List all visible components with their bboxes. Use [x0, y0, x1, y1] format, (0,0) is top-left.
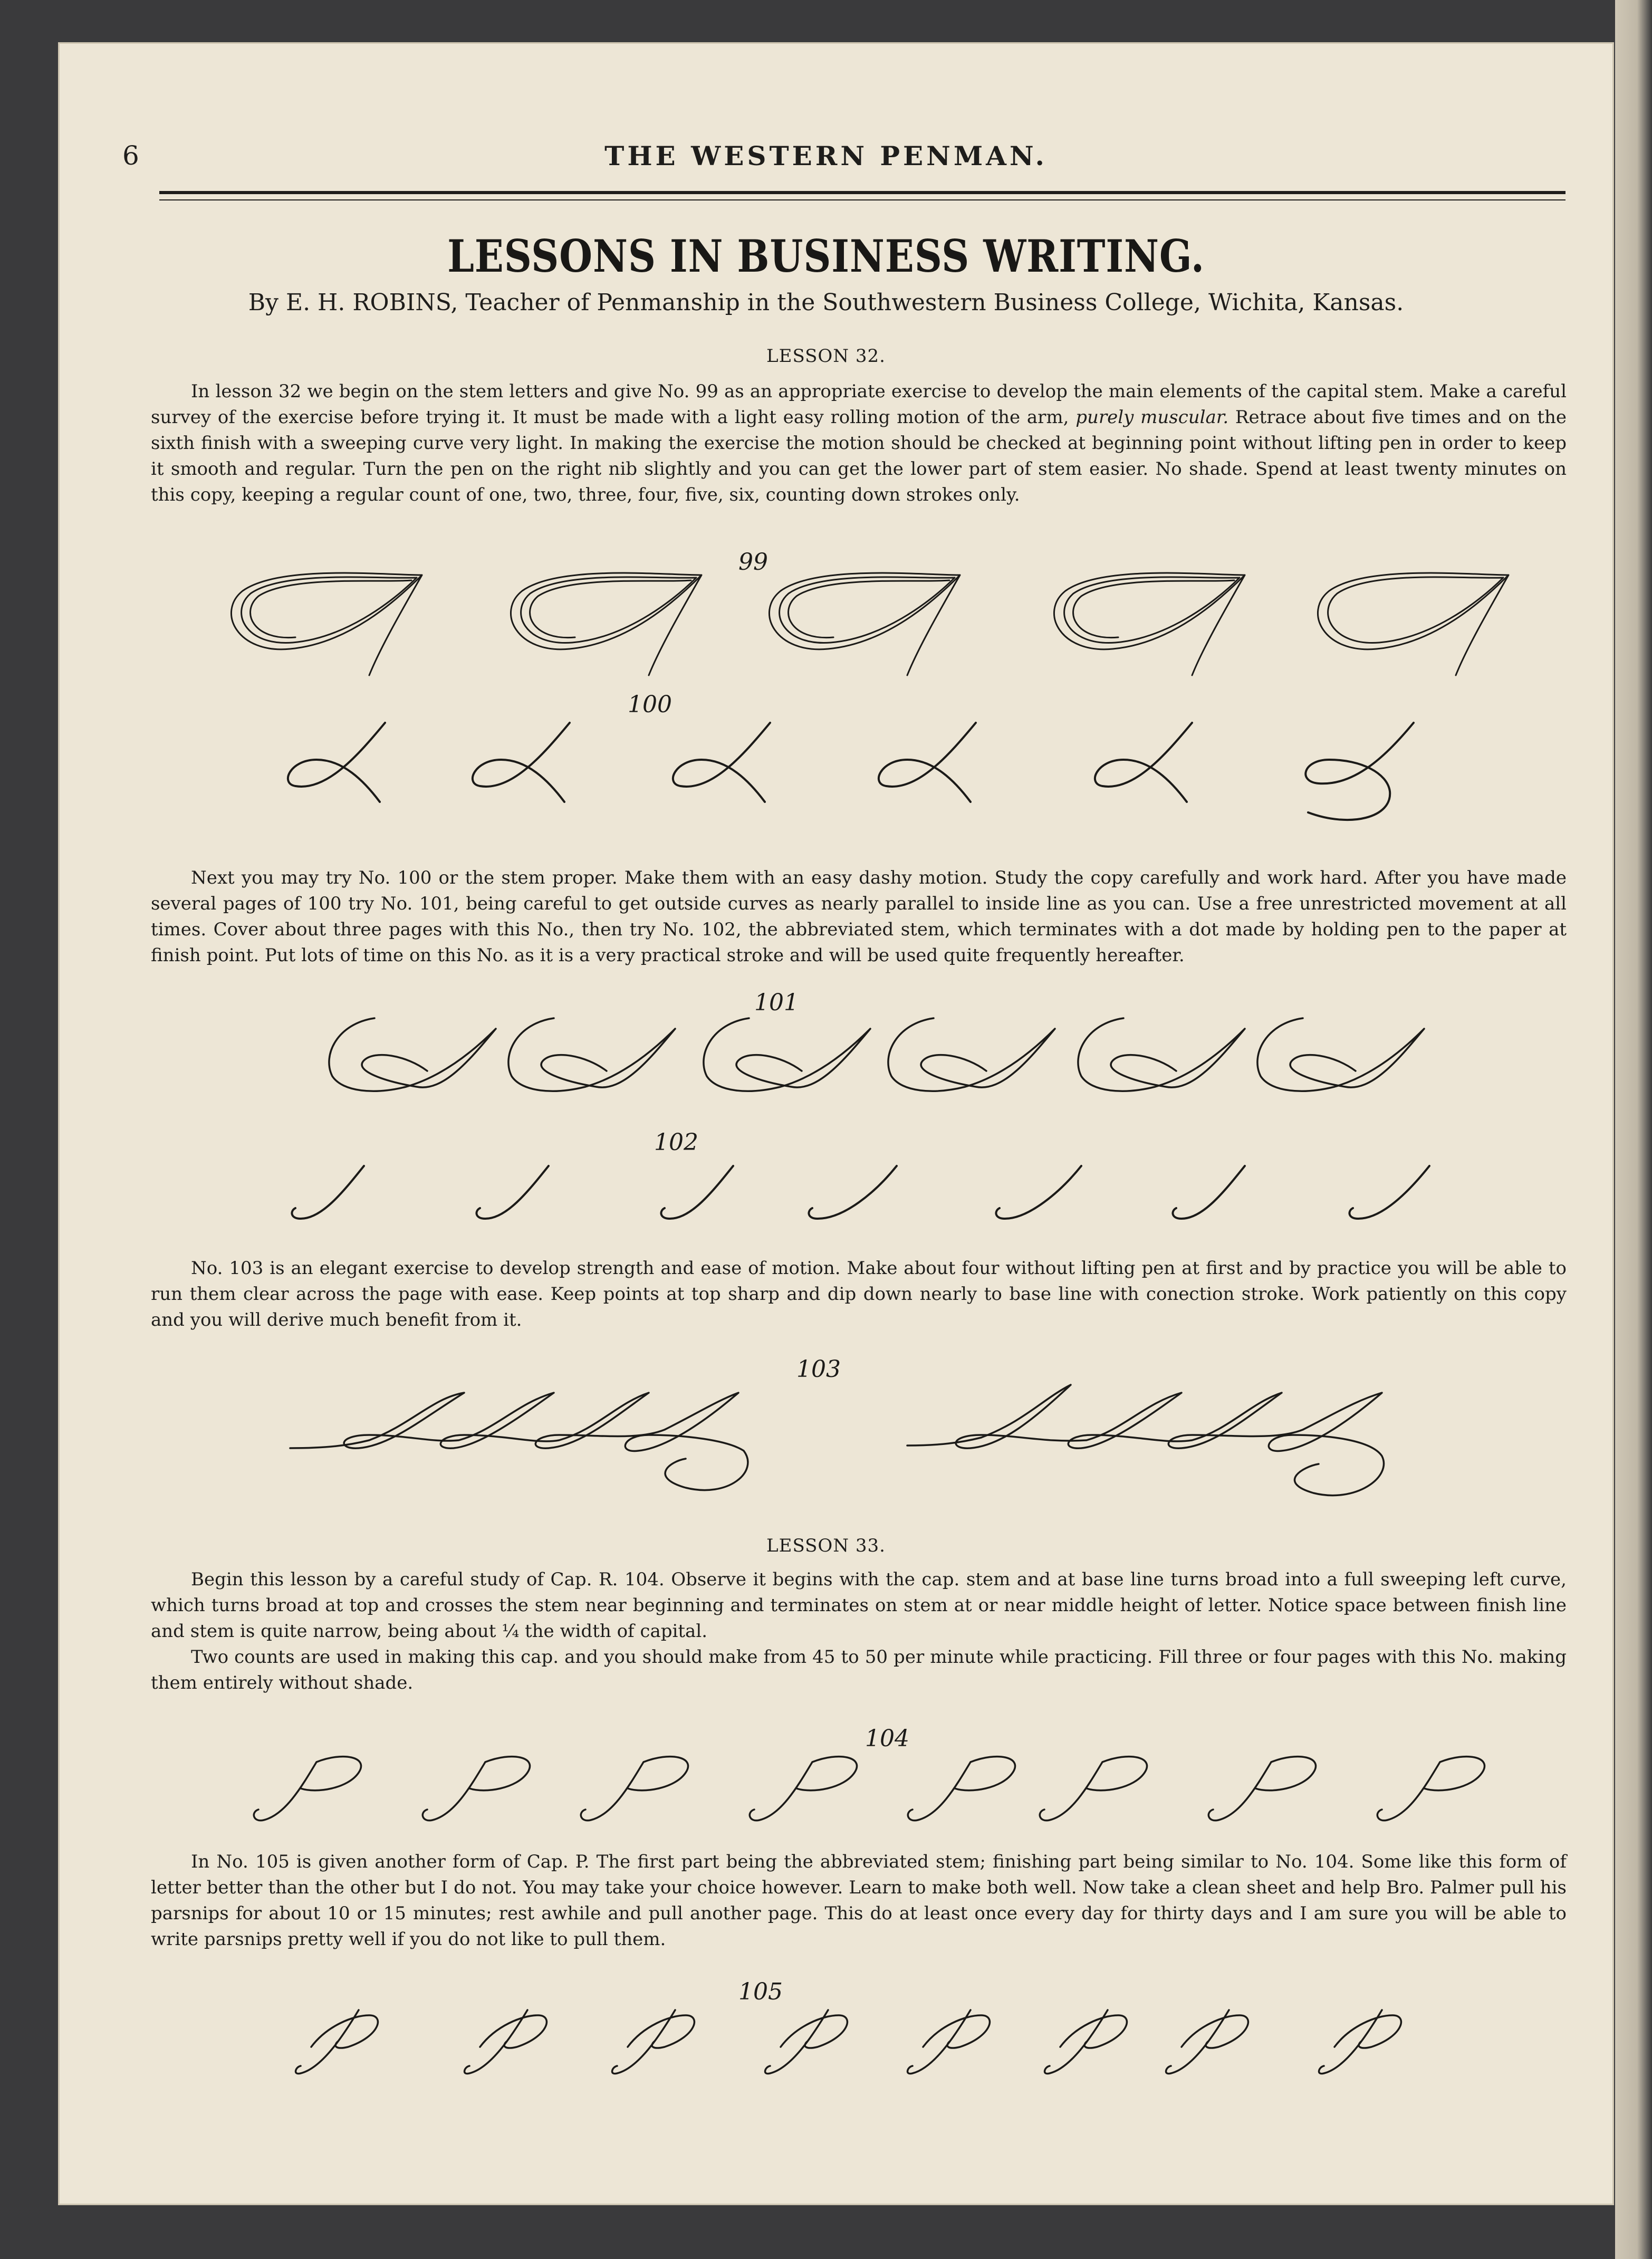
para-text: Begin this lesson by a careful study of Cap. R. 104. Observe it begins with the cap. stem and at base line turns broad into a full sweeping left curve, which turns broad at top and crosses the stem near beginning and terminates on stem at or near middle height of letter. Notice space between finish line and stem is quite narrow, being about ¼ the width of capital.: [151, 1569, 1567, 1642]
stem-101-1: [329, 1018, 496, 1091]
article-title: LESSONS IN BUSINESS WRITING.: [447, 230, 1205, 282]
page-number: 6: [122, 140, 139, 171]
copy-100-exercise: [0, 691, 1652, 849]
copy-102-exercise: [0, 1124, 1652, 1229]
stem-101-6: [1257, 1018, 1424, 1091]
cap-p-104-4: [750, 1757, 857, 1821]
para-text-end: Retrace about five times and on the sixth finish with a sweeping curve very light. In making the exercise the motion should be checked at beginning point without lifting pen in order to keep it smooth and regular. Turn the pen on the right nib slightly and you can get the lower part of stem easier. No shade. Spend at least twenty minutes on this copy, keeping a regular count of one, two, three, four, five, six, counting down strokes only.: [151, 407, 1567, 505]
copy-99-drawing: [0, 538, 1652, 696]
stem-102-6: [1173, 1166, 1245, 1219]
exercise-103-row-left: [290, 1393, 748, 1490]
lesson-32-heading: LESSON 32.: [766, 346, 886, 367]
cap-p-105-7: [1166, 2010, 1248, 2074]
drop-loop-4: [1054, 573, 1245, 675]
copy-102-drawing: [0, 1124, 1652, 1229]
cap-p-105-4: [765, 2010, 848, 2074]
cap-p-104-1: [254, 1757, 361, 1821]
cap-p-105-2: [465, 2010, 547, 2074]
stem-102-2: [476, 1166, 549, 1219]
lesson-33-paragraph-3: [151, 1849, 1567, 1952]
cap-p-104-2: [422, 1757, 530, 1821]
stem-101-5: [1078, 1018, 1245, 1091]
lesson-32-paragraph-2: [151, 865, 1567, 969]
copy-number-104: 104: [865, 1725, 909, 1752]
cap-p-105-6: [1045, 2010, 1127, 2074]
stem-102-7: [1349, 1166, 1429, 1219]
copy-104-exercise: [0, 1715, 1652, 1831]
lesson-33-heading: LESSON 33.: [766, 1535, 886, 1556]
lesson-33-paragraph-1: [151, 1567, 1567, 1696]
copy-103-drawing: [0, 1356, 1652, 1514]
stem-100-6: [1305, 723, 1414, 820]
drop-loop-3: [769, 573, 960, 675]
stem-102-4: [809, 1166, 897, 1219]
para-text: In lesson 32 we begin on the stem letters and give No. 99 as an appropriate exercise to develop the main elements of the capital stem. Make a careful survey of the exercise before trying it. It must be made with a light easy rolling motion of the arm,: [151, 381, 1567, 428]
exercise-103-row-right: [907, 1385, 1384, 1496]
para-text: Next you may try No. 100 or the stem proper. Make them with an easy dashy motion. Study the copy carefully and work hard. After you have made several pages of 100 try No. 101, being careful to get outside curves as nearly parallel to inside line as you can. Use a free unrestricted movement at all times. Cover about three pages with this No., then try No. 102, the abbreviated stem, which terminates with a dot made by holding pen to the paper at finish point. Put lots of time on this No. as it is a very practical stroke and will be used quite frequently hereafter.: [151, 867, 1567, 966]
para-text: No. 103 is an elegant exercise to develop strength and ease of motion. Make about four without lifting pen at first and by practice you will be able to run them clear across the page with ease. Keep points at top sharp and dip down nearly to base line with conection stroke. Work patiently on this copy and you will derive much benefit from it.: [151, 1258, 1567, 1330]
copy-number-101: 101: [754, 989, 799, 1016]
header-rule-thick: [159, 191, 1565, 194]
stem-102-1: [292, 1166, 364, 1219]
cap-p-105-1: [296, 2010, 378, 2074]
copy-99-exercise: [0, 538, 1652, 696]
copy-number-99: 99: [738, 549, 768, 576]
stem-100-4: [879, 723, 976, 802]
magazine-title: THE WESTERN PENMAN.: [604, 140, 1048, 171]
article-byline: By E. H. ROBINS, Teacher of Penmanship in the Southwestern Business College, Wichita, Kansas.: [248, 289, 1404, 316]
drop-loop-2: [511, 573, 702, 675]
drop-loop-1: [231, 573, 422, 675]
copy-number-100: 100: [628, 691, 672, 718]
stem-100-2: [473, 723, 570, 802]
para-text-2: Two counts are used in making this cap. and you should make from 45 to 50 per minute while practicing. Fill three or four pages with this No. making them entirely without shade.: [151, 1647, 1567, 1693]
cap-p-104-6: [1040, 1757, 1147, 1821]
cap-p-105-8: [1319, 2010, 1401, 2074]
cap-p-104-7: [1208, 1757, 1315, 1821]
copy-100-drawing: [0, 691, 1652, 849]
copy-104-drawing: [0, 1715, 1652, 1831]
stem-101-3: [704, 1018, 870, 1091]
copy-105-drawing: [0, 1973, 1652, 2094]
stem-102-5: [996, 1166, 1081, 1219]
copy-number-102: 102: [654, 1129, 698, 1156]
cap-p-105-5: [908, 2010, 990, 2074]
copy-105-exercise: [0, 1973, 1652, 2094]
para-italic: purely muscular.: [1075, 407, 1229, 428]
stem-100-1: [288, 723, 385, 802]
cap-p-104-5: [908, 1757, 1015, 1821]
stem-101-4: [888, 1018, 1055, 1091]
para-text: In No. 105 is given another form of Cap. P. The first part being the abbreviated stem; finishing part being similar to No. 104. Some like this form of letter better than the other but I do not. You may take your choice however. Learn to make both well. Now take a clean sheet and help Bro. Palmer pull his parsnips for about 10 or 15 minutes; rest awhile and pull another page. This do at least once every day for thirty days and I am sure you will be able to write parsnips pretty well if you do not like to pull them.: [151, 1851, 1567, 1950]
cap-p-105-3: [612, 2010, 695, 2074]
drop-loop-5: [1318, 573, 1509, 675]
stem-102-3: [661, 1166, 733, 1219]
copy-101-exercise: [0, 987, 1652, 1103]
copy-103-exercise: [0, 1356, 1652, 1514]
stem-101-2: [508, 1018, 675, 1091]
lesson-32-paragraph-1: [151, 379, 1567, 508]
copy-number-105: 105: [738, 1978, 783, 2005]
stem-100-3: [673, 723, 770, 802]
lesson-32-paragraph-3: [151, 1256, 1567, 1333]
copy-number-103: 103: [796, 1356, 841, 1383]
header-rule-thin: [159, 199, 1565, 200]
cap-p-104-3: [581, 1757, 688, 1821]
cap-p-104-8: [1377, 1757, 1484, 1821]
stem-100-5: [1095, 723, 1192, 802]
copy-101-drawing: [0, 987, 1652, 1103]
